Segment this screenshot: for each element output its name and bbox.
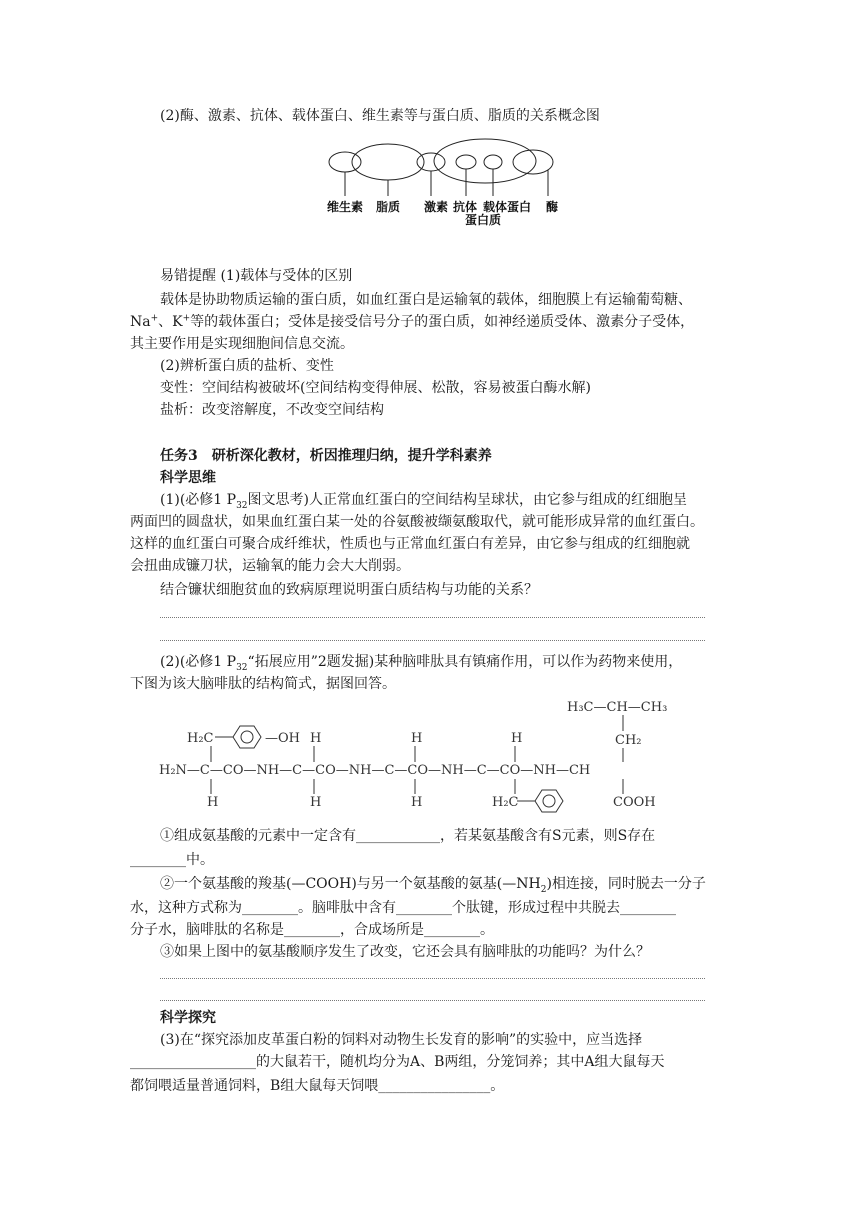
answer-line-2 xyxy=(160,640,705,641)
q2-sub1-line1: ①组成氨基酸的元素中一定含有____________，若某氨基酸含有S元素，则S存在 xyxy=(160,828,656,844)
q2-sub2-line3: 分子水，脑啡肽的名称是________，合成场所是________。 xyxy=(130,922,494,938)
q1-line2: 两面凹的圆盘状，如果血红蛋白某一处的谷氨酸被缬氨酸取代，就可能形成异常的血红蛋白。 xyxy=(130,514,704,530)
label-carrier: 载体蛋白 xyxy=(482,200,532,214)
formula-h-top4: H xyxy=(511,731,523,746)
formula-ch2-r4: H₂C xyxy=(492,795,519,810)
benzene-ring-1 xyxy=(233,726,261,748)
q2-sub3: ③如果上图中的氨基酸顺序发生了改变，它还会具有脑啡肽的功能吗？为什么？ xyxy=(160,944,650,960)
error-tips-p2: (2)辨析蛋白质的盐析、变性 xyxy=(160,358,334,374)
formula-oh: —OH xyxy=(265,731,300,746)
answer-line-3 xyxy=(160,978,705,979)
lipid-ellipse xyxy=(352,144,424,180)
concept-map-diagram xyxy=(320,138,570,233)
protein-ellipse xyxy=(434,139,536,183)
q3-line2: __________________的大鼠若干，随机均分为A、B两组，分笼饲养；其中A组大鼠每天 xyxy=(130,1054,665,1070)
label-hormone: 激素 xyxy=(423,200,449,214)
benzene-ring-2 xyxy=(535,790,563,812)
q2-sub1-line2: ________中。 xyxy=(130,852,214,868)
error-tips-p1-line2: Na+、K+等的载体蛋白；受体是接受信号分子的蛋白质，如神经递质受体、激素分子受体， xyxy=(130,313,695,330)
error-tips-title: 易错提醒 (1)载体与受体的区别 xyxy=(160,268,353,284)
answer-line-4 xyxy=(160,1000,705,1001)
error-tips-p1-line1: 载体是协助物质运输的蛋白质，如血红蛋白是运输氧的载体，细胞膜上有运输葡萄糖、 xyxy=(160,292,692,308)
enkephalin-structural-formula xyxy=(155,690,695,820)
formula-h-top3: H xyxy=(411,731,423,746)
formula-h-bot1: H xyxy=(207,795,219,810)
task3-title: 任务3 研析深化教材，析因推理归纳，提升学科素养 xyxy=(160,448,492,464)
q2-sub2-line2: 水，这种方式称为________。脑啡肽中含有________个肽键，形成过程中共脱去________ xyxy=(130,900,676,916)
label-vitamin: 维生素 xyxy=(326,200,364,214)
q1-line1: (1)(必修1 $P_{32}$图文思考)人正常血红蛋白的空间结构呈球状，由它参与组成的红细胞呈 xyxy=(160,492,687,511)
sci-inquiry-heading: 科学探究 xyxy=(160,1010,216,1026)
error-tips-p4: 盐析：改变溶解度，不改变空间结构 xyxy=(160,402,384,418)
q3-line1: (3)在“探究添加皮革蛋白粉的饲料对动物生长发育的影响”的实验中，应当选择 xyxy=(160,1032,643,1048)
q1-question: 结合镰状细胞贫血的致病原理说明蛋白质结构与功能的关系？ xyxy=(160,582,538,598)
hormone-ellipse xyxy=(417,153,445,171)
formula-ch2-r1: H₂C xyxy=(187,731,214,746)
label-protein: 蛋白质 xyxy=(464,213,502,227)
label-antibody: 抗体 xyxy=(452,200,478,214)
formula-backbone: H₂N—C—CO—NH—C—CO—NH—C—CO—NH—C—CO—NH—CH xyxy=(159,763,591,778)
antibody-ellipse xyxy=(456,155,476,169)
carrier-ellipse xyxy=(484,155,502,169)
concept-map-heading: (2)酶、激素、抗体、载体蛋白、维生素等与蛋白质、脂质的关系概念图 xyxy=(160,108,600,124)
q2-line1: (2)(必修1 $P_{32}“$拓展应用”2题发掘)某种脑啡肽具有镇痛作用，可以作为药物来使用， xyxy=(160,654,683,673)
error-tips-p1-line3: 其主要作用是实现细胞间信息交流。 xyxy=(130,336,354,352)
vitamin-ellipse xyxy=(329,152,361,172)
label-enzyme: 酶 xyxy=(545,200,559,214)
q3-line3: 都饲喂适量普通饲料，B组大鼠每天饲喂________________。 xyxy=(130,1078,505,1094)
formula-h-bot2: H xyxy=(310,795,322,810)
answer-line-1 xyxy=(160,617,705,618)
error-tips-p3: 变性：空间结构被破坏(空间结构变得伸展、松散，容易被蛋白酶水解) xyxy=(160,380,591,396)
formula-cooh: COOH xyxy=(613,795,656,810)
q1-line3: 这样的血红蛋白可聚合成纤维状，性质也与正常血红蛋白有差异，由它参与组成的红细胞就 xyxy=(130,536,690,552)
q2-line2: 下图为该大脑啡肽的结构简式，据图回答。 xyxy=(130,676,396,692)
q2-sub2-line1: ②一个氨基酸的羧基(—COOH)与另一个氨基酸的氨基$(—NH_2)$相连接，同时脱去一分子 xyxy=(160,876,706,895)
formula-h-bot3: H xyxy=(411,795,423,810)
label-lipid: 脂质 xyxy=(375,200,401,214)
formula-h-top2: H xyxy=(310,731,322,746)
formula-ch2-right: CH₂ xyxy=(615,733,642,748)
sci-thinking-heading: 科学思维 xyxy=(160,470,216,486)
formula-top-chain: H₃C—CH—CH₃ xyxy=(567,700,668,715)
q1-line4: 会扭曲成镰刀状，运输氧的能力会大大削弱。 xyxy=(130,558,410,574)
